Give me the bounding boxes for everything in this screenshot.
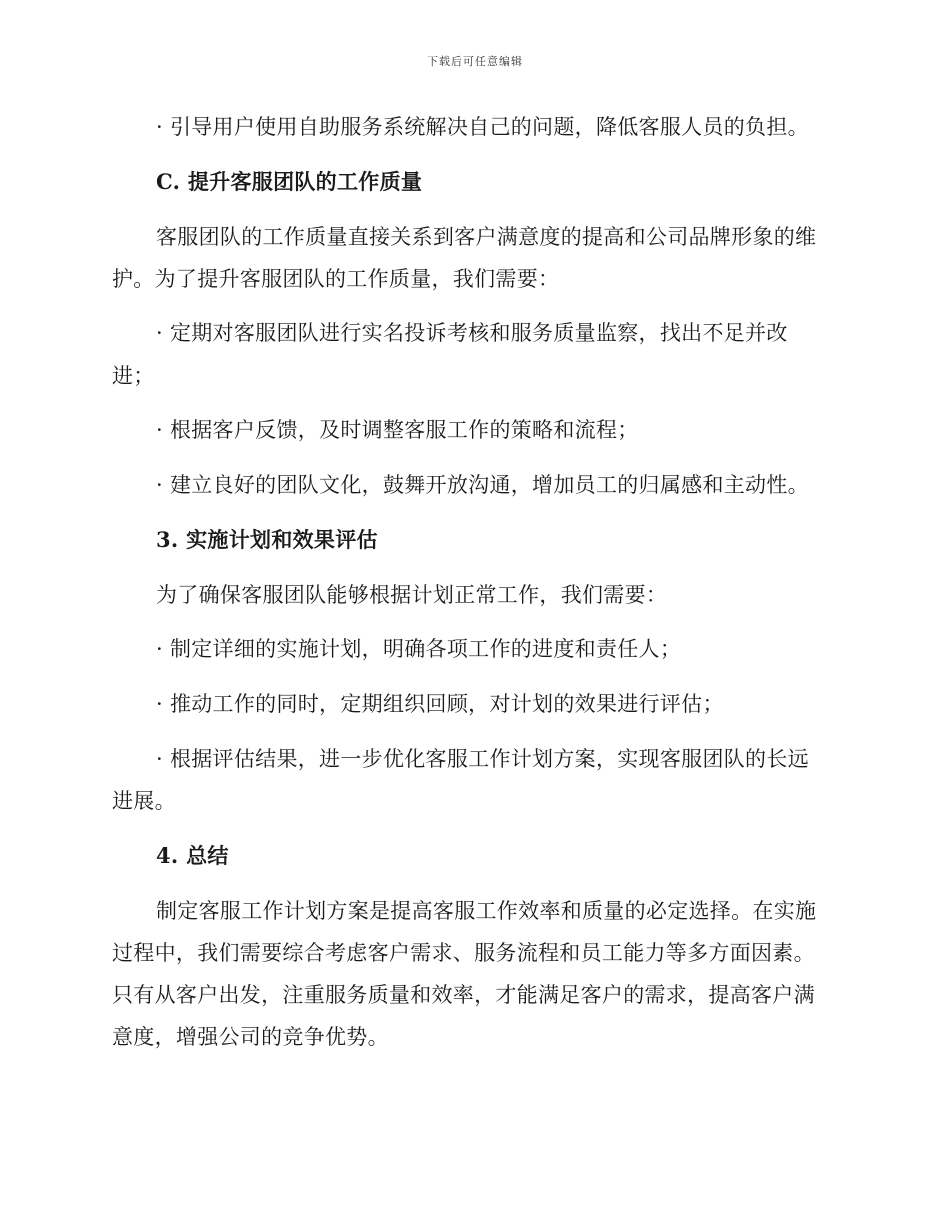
paragraph-line: 过程中，我们需要综合考虑客户需求、服务流程和员工能力等多方面因素。 (112, 941, 815, 965)
bullet-item-continuation: 进； (112, 364, 155, 388)
bullet-item: · 根据评估结果，进一步优化客服工作计划方案，实现客服团队的长远 (156, 747, 809, 771)
bullet-item: · 建立良好的团队文化，鼓舞开放沟通，增加员工的归属感和主动性。 (156, 473, 809, 497)
paragraph-line: 制定客服工作计划方案是提高客服工作效率和质量的必定选择。在实施 (156, 899, 817, 923)
paragraph-line: 只有从客户出发，注重服务质量和效率，才能满足客户的需求，提高客户满 (112, 983, 815, 1007)
section-heading: 3. 实施计划和效果评估 (156, 527, 378, 552)
page-header: 下载后可任意编辑 (427, 55, 523, 68)
section-heading: 4. 总结 (156, 843, 229, 868)
paragraph-line: 客服团队的工作质量直接关系到客户满意度的提高和公司品牌形象的维 (156, 225, 817, 249)
paragraph-line: 护。为了提升客服团队的工作质量，我们需要： (112, 267, 560, 291)
bullet-item-continuation: 进展。 (112, 789, 176, 813)
paragraph-line: 为了确保客服团队能够根据计划正常工作，我们需要： (156, 583, 668, 607)
bullet-item: · 引导用户使用自助服务系统解决自己的问题，降低客服人员的负担。 (156, 115, 809, 139)
section-heading: C. 提升客服团队的工作质量 (156, 169, 423, 194)
paragraph-line: 意度，增强公司的竞争优势。 (112, 1025, 389, 1049)
bullet-item: · 制定详细的实施计划，明确各项工作的进度和责任人； (156, 637, 682, 661)
bullet-item: · 推动工作的同时，定期组织回顾，对计划的效果进行评估； (156, 692, 724, 716)
bullet-item: · 根据客户反馈，及时调整客服工作的策略和流程； (156, 418, 639, 442)
bullet-item: · 定期对客服团队进行实名投诉考核和服务质量监察，找出不足并改 (156, 321, 788, 345)
